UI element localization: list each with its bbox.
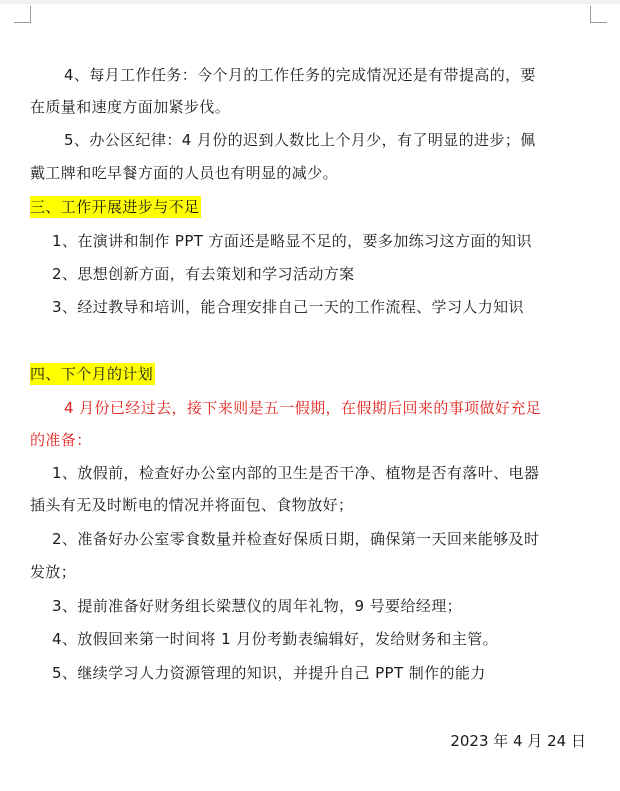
- list-item: 2、思想创新方面，有去策划和学习活动方案: [52, 265, 355, 283]
- margin-corner-mark-left: [14, 6, 31, 23]
- list-item: 5、继续学习人力资源管理的知识，并提升自己 PPT 制作的能力: [52, 664, 486, 682]
- paragraph-line: 5、办公区纪律：4 月份的迟到人数比上个月少，有了明显的进步；佩: [64, 131, 536, 149]
- intro-line: 4 月份已经过去，接下来则是五一假期，在假期后回来的事项做好充足: [64, 399, 542, 417]
- section-heading-3-text: 三、工作开展进步与不足: [30, 198, 200, 216]
- document-date: 2023 年 4 月 24 日: [450, 732, 586, 750]
- paragraph-line: 4、每月工作任务：今个月的工作任务的完成情况还是有带提高的，要: [64, 66, 536, 84]
- list-item: 1、在演讲和制作 PPT 方面还是略显不足的，要多加练习这方面的知识: [52, 232, 532, 250]
- list-item: 2、准备好办公室零食数量并检查好保质日期，确保第一天回来能够及时: [52, 530, 540, 548]
- page-top-band: [0, 0, 620, 4]
- margin-corner-mark-right: [590, 6, 607, 23]
- section-heading-3: [30, 195, 600, 219]
- intro-line: 的准备：: [30, 431, 92, 449]
- list-item: 3、经过教导和培训，能合理安排自己一天的工作流程、学习人力知识: [52, 298, 524, 316]
- list-item: 1、放假前，检查好办公室内部的卫生是否干净、植物是否有落叶、电器: [52, 464, 540, 482]
- list-item-continuation: 插头有无及时断电的情况并将面包、食物放好；: [30, 496, 354, 514]
- section-heading-4: [30, 362, 600, 386]
- list-item: 3、提前准备好财务组长梁慧仪的周年礼物，9 号要给经理；: [52, 597, 463, 615]
- paragraph-line: 戴工牌和吃早餐方面的人员也有明显的减少。: [30, 164, 339, 182]
- paragraph-line: 在质量和速度方面加紧步伐。: [30, 98, 231, 116]
- section-heading-4-text: 四、下个月的计划: [30, 365, 154, 383]
- list-item-continuation: 发放；: [30, 563, 77, 581]
- list-item: 4、放假回来第一时间将 1 月份考勤表编辑好，发给财务和主管。: [52, 630, 499, 648]
